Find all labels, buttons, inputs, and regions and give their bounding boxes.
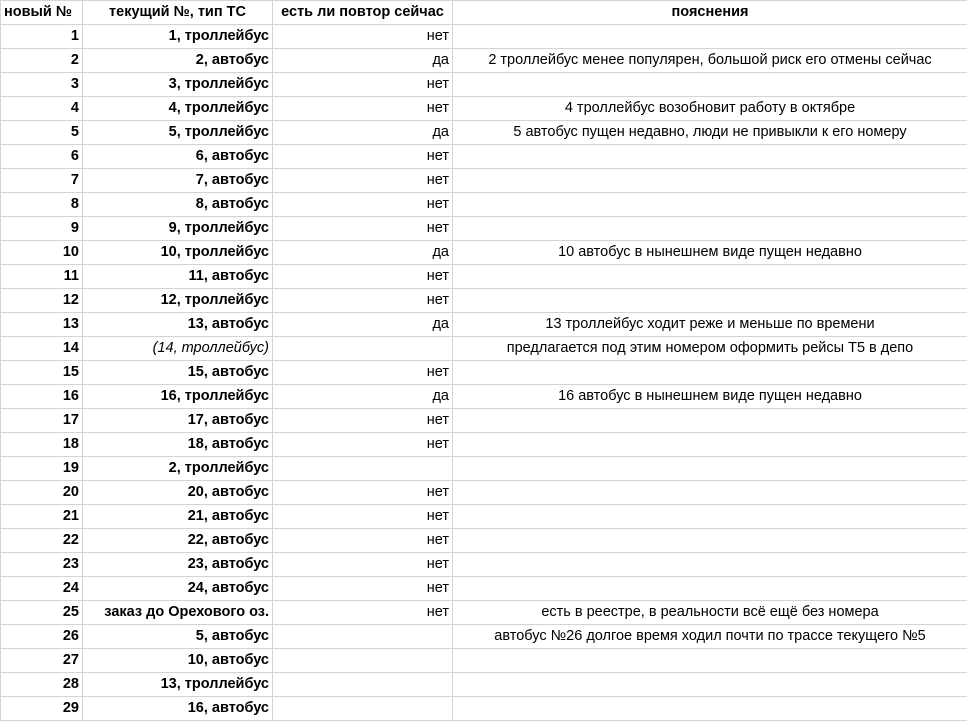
cell-new-number[interactable]: 29 (1, 697, 83, 721)
cell-current-number-type[interactable]: 10, автобус (83, 649, 273, 673)
cell-notes[interactable] (453, 457, 967, 481)
cell-new-number[interactable]: 19 (1, 457, 83, 481)
cell-new-number[interactable]: 27 (1, 649, 83, 673)
cell-repeat-now[interactable]: нет (273, 73, 453, 97)
cell-repeat-now[interactable] (273, 697, 453, 721)
cell-notes[interactable]: 2 троллейбус менее популярен, большой риск его отмены сейчас (453, 49, 967, 73)
table-row (1, 505, 967, 529)
cell-current-number-type[interactable]: 4, троллейбус (83, 97, 273, 121)
cell-repeat-now[interactable]: да (273, 121, 453, 145)
cell-notes[interactable] (453, 265, 967, 289)
cell-repeat-now[interactable]: нет (273, 601, 453, 625)
cell-new-number[interactable]: 20 (1, 481, 83, 505)
cell-notes[interactable] (453, 697, 967, 721)
cell-current-number-type[interactable]: 6, автобус (83, 145, 273, 169)
cell-current-number-type[interactable]: (14, троллейбус) (83, 337, 273, 361)
cell-new-number[interactable]: 4 (1, 97, 83, 121)
cell-notes[interactable] (453, 25, 967, 49)
cell-notes[interactable] (453, 361, 967, 385)
cell-current-number-type[interactable]: 11, автобус (83, 265, 273, 289)
table-row (1, 145, 967, 169)
cell-current-number-type[interactable]: 13, троллейбус (83, 673, 273, 697)
cell-new-number[interactable]: 13 (1, 313, 83, 337)
table-row (1, 217, 967, 241)
cell-current-number-type[interactable]: 2, троллейбус (83, 457, 273, 481)
cell-notes[interactable] (453, 193, 967, 217)
cell-repeat-now[interactable]: нет (273, 505, 453, 529)
cell-notes[interactable] (453, 73, 967, 97)
cell-new-number[interactable]: 5 (1, 121, 83, 145)
cell-new-number[interactable]: 18 (1, 433, 83, 457)
table-row (1, 193, 967, 217)
cell-repeat-now[interactable]: нет (273, 217, 453, 241)
table-row (1, 649, 967, 673)
cell-new-number[interactable]: 11 (1, 265, 83, 289)
cell-new-number[interactable]: 6 (1, 145, 83, 169)
header-row (1, 1, 967, 25)
table-row (1, 25, 967, 49)
cell-repeat-now[interactable] (273, 625, 453, 649)
cell-notes[interactable]: есть в реестре, в реальности всё ещё без номера (453, 601, 967, 625)
cell-repeat-now[interactable]: нет (273, 145, 453, 169)
table-row (1, 361, 967, 385)
cell-repeat-now[interactable]: да (273, 241, 453, 265)
cell-notes[interactable]: предлагается под этим номером оформить рейсы Т5 в депо (453, 337, 967, 361)
cell-new-number[interactable]: 17 (1, 409, 83, 433)
cell-notes[interactable] (453, 553, 967, 577)
table-row (1, 169, 967, 193)
cell-current-number-type[interactable]: 16, троллейбус (83, 385, 273, 409)
table-row (1, 241, 967, 265)
cell-repeat-now[interactable]: да (273, 313, 453, 337)
cell-current-number-type[interactable]: 5, троллейбус (83, 121, 273, 145)
cell-new-number[interactable]: 23 (1, 553, 83, 577)
table-row (1, 97, 967, 121)
cell-repeat-now[interactable] (273, 337, 453, 361)
cell-new-number[interactable]: 21 (1, 505, 83, 529)
table-row (1, 529, 967, 553)
cell-current-number-type[interactable]: 3, троллейбус (83, 73, 273, 97)
cell-repeat-now[interactable]: нет (273, 25, 453, 49)
table-body (1, 25, 967, 721)
table-row (1, 673, 967, 697)
cell-repeat-now[interactable]: нет (273, 97, 453, 121)
cell-notes[interactable] (453, 145, 967, 169)
cell-current-number-type[interactable]: 13, автобус (83, 313, 273, 337)
cell-repeat-now[interactable]: нет (273, 193, 453, 217)
cell-current-number-type[interactable]: 22, автобус (83, 529, 273, 553)
cell-current-number-type[interactable]: 5, автобус (83, 625, 273, 649)
cell-current-number-type[interactable]: 24, автобус (83, 577, 273, 601)
cell-repeat-now[interactable]: нет (273, 169, 453, 193)
table-row (1, 697, 967, 721)
cell-current-number-type[interactable]: заказ до Орехового оз. (83, 601, 273, 625)
cell-notes[interactable] (453, 505, 967, 529)
cell-notes[interactable]: автобус №26 долгое время ходил почти по трассе текущего №5 (453, 625, 967, 649)
cell-repeat-now[interactable]: нет (273, 289, 453, 313)
cell-repeat-now[interactable]: нет (273, 361, 453, 385)
header-new-number[interactable]: новый № (1, 1, 83, 25)
table-row (1, 553, 967, 577)
cell-notes[interactable]: 4 троллейбус возобновит работу в октябре (453, 97, 967, 121)
cell-repeat-now[interactable]: нет (273, 553, 453, 577)
cell-current-number-type[interactable]: 16, автобус (83, 697, 273, 721)
table-row (1, 625, 967, 649)
cell-current-number-type[interactable]: 9, троллейбус (83, 217, 273, 241)
cell-new-number[interactable]: 2 (1, 49, 83, 73)
cell-notes[interactable] (453, 433, 967, 457)
cell-current-number-type[interactable]: 1, троллейбус (83, 25, 273, 49)
table-row (1, 313, 967, 337)
header-repeat-now[interactable]: есть ли повтор сейчас (273, 1, 453, 25)
cell-current-number-type[interactable]: 12, троллейбус (83, 289, 273, 313)
table-row (1, 481, 967, 505)
cell-current-number-type[interactable]: 18, автобус (83, 433, 273, 457)
table-row (1, 265, 967, 289)
cell-current-number-type[interactable]: 20, автобус (83, 481, 273, 505)
cell-new-number[interactable]: 1 (1, 25, 83, 49)
cell-current-number-type[interactable]: 7, автобус (83, 169, 273, 193)
cell-repeat-now[interactable] (273, 649, 453, 673)
cell-current-number-type[interactable]: 10, троллейбус (83, 241, 273, 265)
cell-notes[interactable] (453, 577, 967, 601)
cell-new-number[interactable]: 28 (1, 673, 83, 697)
cell-new-number[interactable]: 14 (1, 337, 83, 361)
cell-new-number[interactable]: 22 (1, 529, 83, 553)
cell-new-number[interactable]: 7 (1, 169, 83, 193)
cell-new-number[interactable]: 12 (1, 289, 83, 313)
header-notes[interactable]: пояснения (453, 1, 967, 25)
cell-current-number-type[interactable]: 15, автобус (83, 361, 273, 385)
cell-notes[interactable] (453, 529, 967, 553)
table-row (1, 457, 967, 481)
cell-new-number[interactable]: 9 (1, 217, 83, 241)
table-row (1, 121, 967, 145)
table-row (1, 289, 967, 313)
cell-notes[interactable]: 13 троллейбус ходит реже и меньше по времени (453, 313, 967, 337)
header-current-number-type[interactable]: текущий №, тип ТС (83, 1, 273, 25)
cell-current-number-type[interactable]: 21, автобус (83, 505, 273, 529)
cell-repeat-now[interactable]: нет (273, 265, 453, 289)
cell-new-number[interactable]: 24 (1, 577, 83, 601)
table-row (1, 385, 967, 409)
cell-current-number-type[interactable]: 17, автобус (83, 409, 273, 433)
table-row (1, 409, 967, 433)
cell-repeat-now[interactable]: нет (273, 529, 453, 553)
cell-new-number[interactable]: 15 (1, 361, 83, 385)
cell-repeat-now[interactable]: да (273, 49, 453, 73)
cell-current-number-type[interactable]: 8, автобус (83, 193, 273, 217)
cell-repeat-now[interactable]: да (273, 385, 453, 409)
cell-notes[interactable]: 5 автобус пущен недавно, люди не привыкли к его номеру (453, 121, 967, 145)
table-row (1, 577, 967, 601)
cell-notes[interactable] (453, 649, 967, 673)
cell-notes[interactable] (453, 673, 967, 697)
cell-new-number[interactable]: 26 (1, 625, 83, 649)
table-row (1, 49, 967, 73)
cell-repeat-now[interactable]: нет (273, 409, 453, 433)
cell-repeat-now[interactable] (273, 673, 453, 697)
table-row (1, 337, 967, 361)
cell-notes[interactable] (453, 409, 967, 433)
cell-notes[interactable]: 10 автобус в нынешнем виде пущен недавно (453, 241, 967, 265)
cell-repeat-now[interactable] (273, 457, 453, 481)
table-row (1, 433, 967, 457)
cell-notes[interactable] (453, 217, 967, 241)
cell-notes[interactable] (453, 481, 967, 505)
cell-notes[interactable] (453, 289, 967, 313)
cell-repeat-now[interactable]: нет (273, 433, 453, 457)
cell-new-number[interactable]: 3 (1, 73, 83, 97)
cell-notes[interactable] (453, 169, 967, 193)
cell-current-number-type[interactable]: 2, автобус (83, 49, 273, 73)
cell-notes[interactable]: 16 автобус в нынешнем виде пущен недавно (453, 385, 967, 409)
cell-repeat-now[interactable]: нет (273, 481, 453, 505)
cell-new-number[interactable]: 10 (1, 241, 83, 265)
table-row (1, 601, 967, 625)
table-row (1, 73, 967, 97)
cell-current-number-type[interactable]: 23, автобус (83, 553, 273, 577)
cell-new-number[interactable]: 16 (1, 385, 83, 409)
cell-repeat-now[interactable]: нет (273, 577, 453, 601)
cell-new-number[interactable]: 25 (1, 601, 83, 625)
cell-new-number[interactable]: 8 (1, 193, 83, 217)
